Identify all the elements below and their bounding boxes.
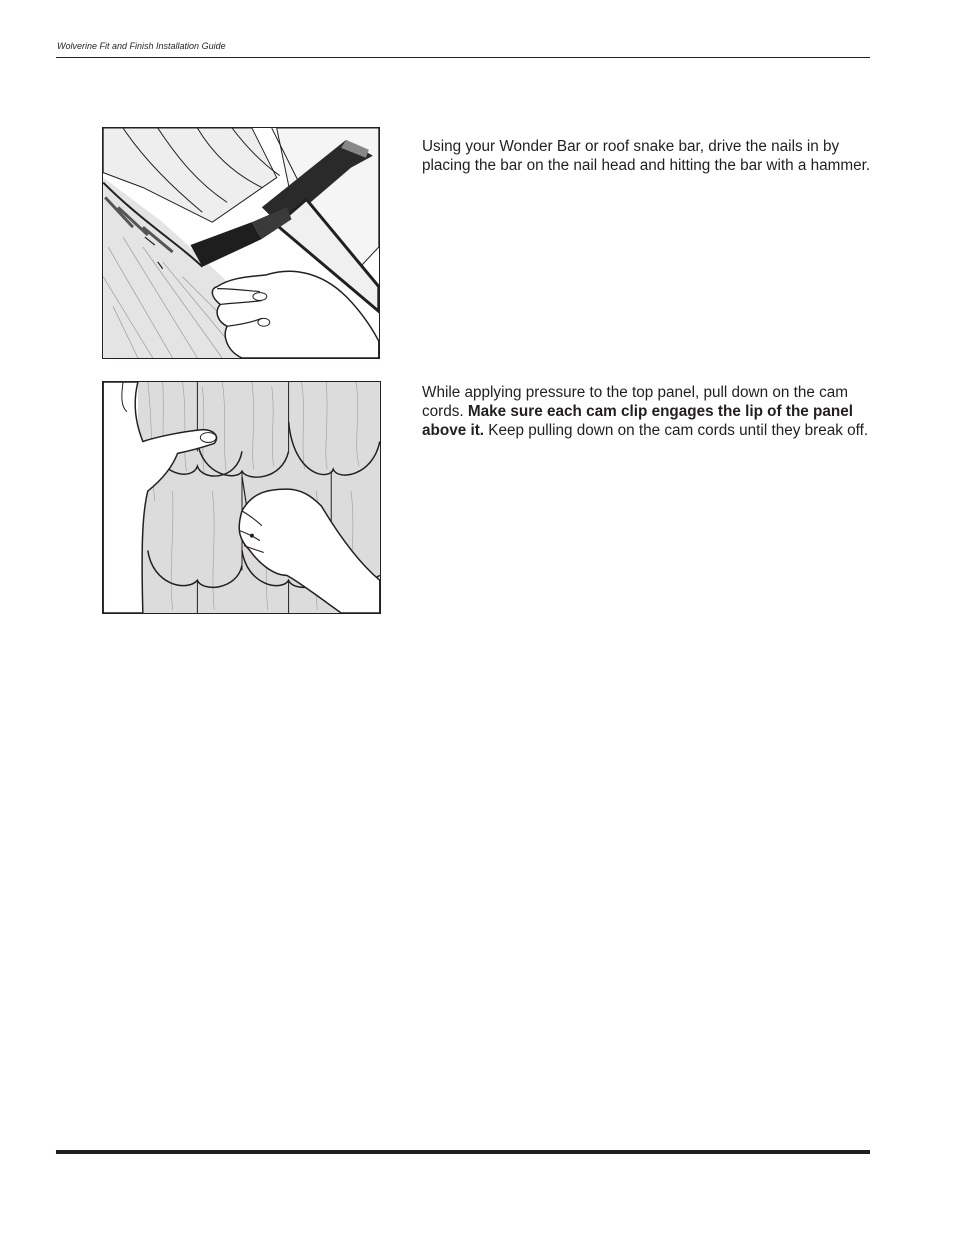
step-2-instruction (422, 383, 872, 440)
step-1-instruction: Using your Wonder Bar or roof snake bar, drive the nails in by placing the bar on the nail head and hitting the bar with a hammer. (422, 138, 871, 174)
header-rule (56, 57, 870, 58)
pulling-cam-cords-illustration (102, 381, 381, 614)
step-2-text-before: While applying pressure to the top panel, pull down on the cam cords. (422, 384, 849, 420)
step-2-text-after: Keep pulling down on the cam cords until they break off. (484, 422, 869, 439)
hammer-driving-nails-illustration (102, 127, 380, 359)
running-header: Wolverine Fit and Finish Installation Guide (57, 41, 226, 51)
footer-rule (56, 1150, 870, 1154)
step-2-emphasis: Make sure each cam clip engages the lip of the panel above it. (422, 403, 854, 439)
